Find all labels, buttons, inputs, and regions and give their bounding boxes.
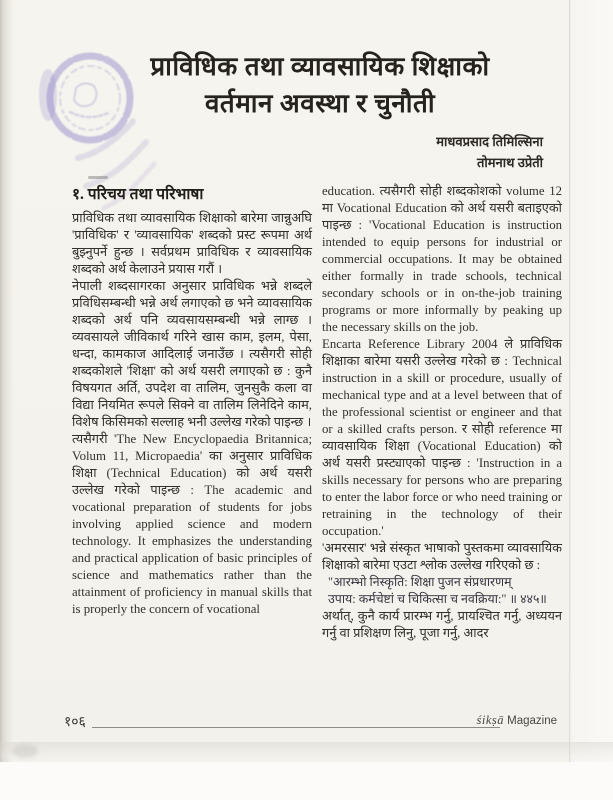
sanskrit-verse xyxy=(322,574,562,608)
scan-edge-left xyxy=(0,0,14,800)
verse-line-2: उपाय: कर्मचेष्टां च चिकित्सा च नवक्रिया:" ॥ ४४५॥ xyxy=(328,592,547,606)
article-title xyxy=(90,48,550,122)
article-title-line1: प्राविधिक तथा व्यावसायिक शिक्षाको xyxy=(150,52,490,81)
right-paragraph-1: education. त्यसैगरी सोही शब्दकोशको volume 12 मा Vocational Education को अर्थ यसरी बताइएको पाइन्छ : 'Vocational Education is instruction intended to equip persons for industrial or commercial occupations. It may be obtained either formally in trade schools, technical secondary schools or in on-the-job training programs or more informally by peaking up the necessary skills on the job. xyxy=(322,184,562,334)
footer-rule xyxy=(92,727,500,728)
journal-name xyxy=(477,713,558,728)
verse-line-1: "आरम्भो निस्कृति: शिक्षा पुजन संप्रधारणम् xyxy=(328,575,512,589)
smudge-mark xyxy=(88,176,108,179)
left-paragraph-1: प्राविधिक तथा व्यावसायिक शिक्षाको बारेमा जान्नुअघि 'प्राविधिक' र 'व्यावसायिक' शब्दको प्रस्ट रूपमा अर्थ बुझ्नुपर्ने हुन्छ । सर्वप्रथम प्राविधिक र व्यावसायिक शब्दको अर्थ केलाउने प्रयास गरौं । xyxy=(72,211,312,276)
journal-name-rest: Magazine xyxy=(507,715,557,727)
author-2: तोमनाथ उप्रेती xyxy=(477,155,543,170)
author-names xyxy=(436,131,543,173)
section-heading: १. परिचय तथा परिभाषा xyxy=(72,186,204,203)
article-title-line2: वर्तमान अवस्था र चुनौती xyxy=(204,89,436,118)
left-paragraph-2: नेपाली शब्दसागरका अनुसार प्राविधिक भन्ने शब्दले प्रविधिसम्बन्धी भन्ने अर्थ लगाएको छ भने व्यावसायिक शब्दको अर्थ पनि व्यवसायसम्बन्धी भन्ने लाग्छ । व्यवसायले जीविकार्थ गरिने खास काम, इलम, पेसा, धन्दा, कामकाज आदिलाई जनाउँछ । त्यसैगरी सोही शब्दकोशले 'शिक्षा' को अर्थ यसरी लगाएको छ : कुनै विषयगत अर्ति, उपदेश वा तालिम, जुनसुकै कला वा विद्या नियमित रूपले सिक्ने वा तालिम लिनेदिने काम, विशेष किसिमको सल्लाह भनी उल्लेख गरेको पाइन्छ । xyxy=(72,279,312,429)
page-crease-right xyxy=(569,0,613,800)
right-paragraph-3: 'अमरसार' भन्ने संस्कृत भाषाको पुस्तकमा व्यावसायिक शिक्षाको बारेमा एउटा श्लोक उल्लेख गरिएको छ : xyxy=(322,541,562,572)
journal-name-italic: śikṣā xyxy=(476,713,504,727)
page-number: १०६ xyxy=(64,715,86,730)
right-column xyxy=(322,183,562,642)
scan-margin-bottom xyxy=(0,762,613,800)
author-1: माधवप्रसाद तिमिल्सिना xyxy=(436,134,543,149)
smudge-blob xyxy=(12,744,38,758)
right-paragraph-4: अर्थात्, कुनै कार्य प्रारम्भ गर्नु, प्रायश्चित गर्नु, अध्ययन गर्नु वा प्रशिक्षण लिनु, पूजा गर्नु, आदर xyxy=(322,609,562,640)
left-paragraph-3: त्यसैगरी 'The New Encyclopaedia Britannica; Volum 11, Micropaedia' का अनुसार प्राविधिक शिक्षा (Technical Education) को अर्थ यसरी उल्लेख गरेको पाइन्छ : The academic and vocational preparation of students for jobs involving applied science and modern technology. It emphasizes the understanding and practical application of basic principles of science and mathematics rather than the attainment of proficiency in manual skills that is properly the concern of vocational xyxy=(72,432,312,616)
left-column xyxy=(72,186,312,618)
right-paragraph-2: Encarta Reference Library 2004 ले प्राविधिक शिक्षाका बारेमा यसरी उल्लेख गरेको छ : Technical instruction in a skill or procedure, usually of mechanical type and at a level between that of the professional scientist or engineer and that or a skilled crafts person. र सोही reference मा व्यावसायिक शिक्षा (Vocational Education) को अर्थ यसरी प्रस्ट्याएको पाइन्छ : 'Instruction in a skills necessary for persons who are preparing to enter the labor force or who need training or retraining in the technology of their occupation.' xyxy=(322,337,562,538)
